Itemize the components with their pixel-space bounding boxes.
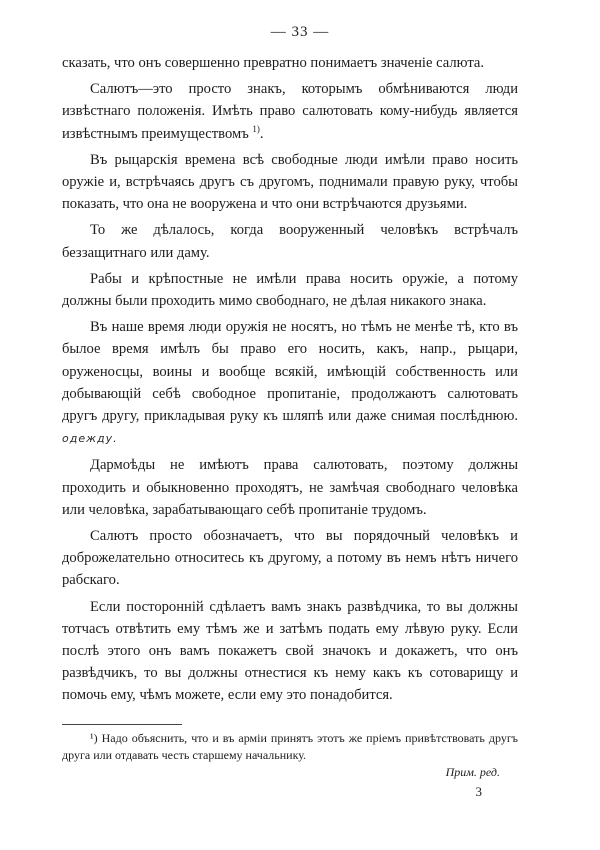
footnote-marker: ¹) — [90, 731, 98, 745]
footnote — [62, 730, 518, 764]
paragraph-2-text: Салютъ—это просто знакъ, которымъ обмѣниваются люди извѣстнаго положенія. Имѣть право салютовать кому-нибудь является извѣстнымъ преимуществомъ — [62, 81, 518, 142]
paragraph-2: Салютъ—это просто знакъ, которымъ обмѣниваются люди извѣстнаго положенія. Имѣть право салютовать кому-нибудь является извѣстнымъ преимуществомъ $^{1)}$. — [62, 81, 518, 142]
paragraph-9: Если посторонній сдѣлаетъ вамъ знакъ развѣдчика, то вы должны тотчасъ отвѣтить ему тѣмъ же и затѣмъ подать ему лѣвую руку. Если послѣ этого онъ вамъ покажетъ свой значокъ и докажетъ, что онъ развѣдчикъ, то вы должны отнестися къ нему какъ къ сотоварищу и помочь ему, чѣмъ можете, если ему это понадобится. — [62, 598, 518, 704]
body-text — [62, 52, 518, 711]
paragraph-1: сказать, что онъ совершенно превратно понимаетъ значеніе салюта. — [62, 55, 485, 71]
paragraph-6 — [62, 316, 518, 450]
handwritten-annotation: одежду. — [62, 432, 118, 446]
footnote-divider — [62, 724, 182, 725]
paragraph-7: Дармоѣды не имѣютъ права салютовать, поэтому должны проходить и обыкновенно проходятъ, не замѣчая свободнаго человѣка или человѣка, зарабатывающаго себѣ пропитаніе трудомъ. — [62, 457, 518, 518]
footnote-text: Надо объяснить, что и въ арміи принятъ этотъ же пріемъ привѣтствовать другъ друга или отдавать честь старшему начальнику. — [62, 731, 518, 762]
footnote-reference: 1) — [252, 123, 260, 134]
page-number: — 33 — — [270, 24, 330, 40]
printer-signature-number: 3 — [475, 784, 482, 799]
paragraph-8: Салютъ просто обозначаетъ, что вы порядочный человѣкъ и доброжелательно относитесь къ другому, а потому въ немъ нѣтъ ничего рабскаго. — [62, 528, 518, 589]
paragraph-4: То же дѣлалось, когда вооруженный человѣкъ встрѣчалъ беззащитнаго или даму. — [62, 222, 518, 261]
footnote-editor-note: Прим. ред. — [445, 765, 500, 779]
paragraph-3: Въ рыцарскія времена всѣ свободные люди имѣли право носить оружіе и, встрѣчаясь другъ съ другомъ, поднимали правую руку, чтобы показать, что она не вооружена и что они встрѣчаются друзьями. — [62, 151, 518, 213]
paragraph-6-text: Въ наше время люди оружія не носятъ, но тѣмъ не менѣе тѣ, кто въ былое время имѣлъ бы право его носить, какъ, напр., рыцари, оруженосцы, воины и вообще всякій, имѣющій собственность или добывающій себѣ свободное пропитаніе, продолжаютъ салютовать другъ другу, прикладывая руку къ шляпѣ или даже снимая послѣднюю. — [62, 319, 518, 425]
paragraph-5: Рабы и крѣпостные не имѣли права носить оружіе, а потому должны были проходить мимо свободнаго, не дѣлая никакого знака. — [62, 270, 518, 310]
